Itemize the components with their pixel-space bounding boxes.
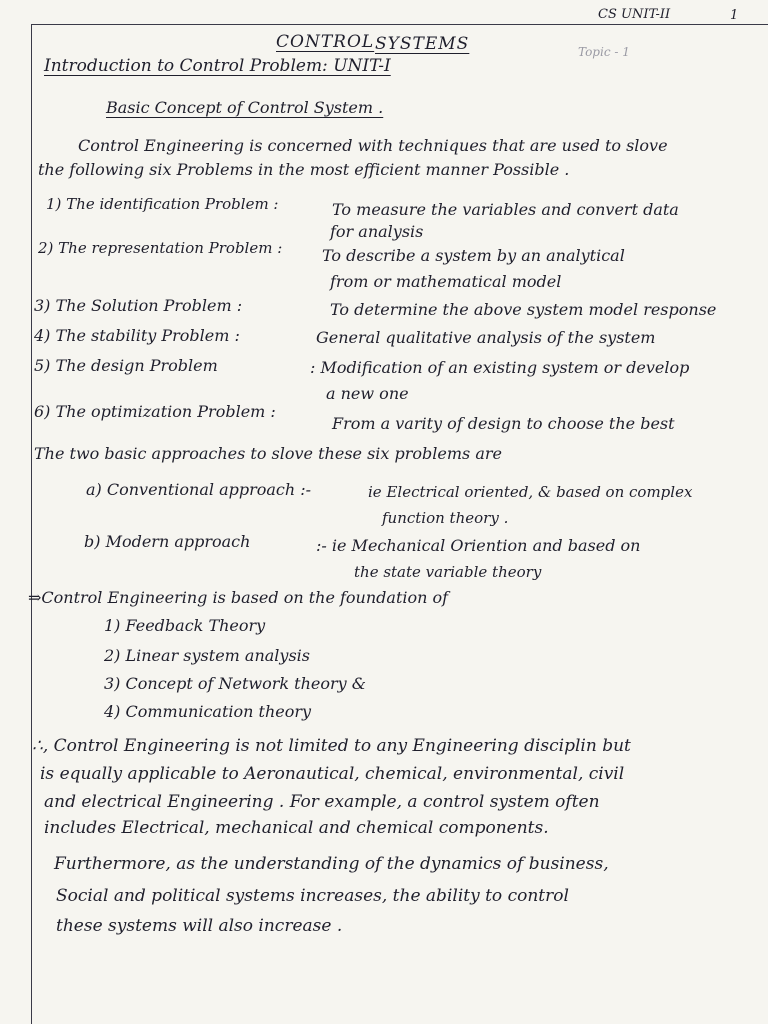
problem-desc: To measure the variables and convert data xyxy=(332,200,679,219)
conclusion-line-4: includes Electrical, mechanical and chemical components. xyxy=(44,818,549,838)
problem-desc: To describe a system by an analytical xyxy=(322,246,625,265)
problem-label: 2) The representation Problem : xyxy=(38,239,283,257)
list-item: 4) Communication theory xyxy=(104,702,312,721)
furthermore-line-3: these systems will also increase . xyxy=(56,916,343,936)
approach-b-desc-cont: the state variable theory xyxy=(354,563,542,581)
conclusion-line-3: and electrical Engineering . For example, a control system often xyxy=(44,792,600,812)
list-item: 2) Linear system analysis xyxy=(104,646,310,665)
approach-a-desc-cont: function theory . xyxy=(382,509,509,527)
margin-line xyxy=(31,24,32,1024)
problem-desc-cont: from or mathematical model xyxy=(330,272,562,291)
topic-tag: Topic - 1 xyxy=(578,45,630,59)
furthermore-line-1: Furthermore, as the understanding of the dynamics of business, xyxy=(54,854,609,874)
problem-label: 4) The stability Problem : xyxy=(34,326,240,345)
problem-desc: To determine the above system model response xyxy=(330,300,717,319)
problem-label: 1) The identification Problem : xyxy=(46,195,279,213)
problem-desc: From a varity of design to choose the best xyxy=(332,414,675,433)
foundation-intro: ⇒Control Engineering is based on the foundation of xyxy=(28,588,449,607)
approach-b-label: b) Modern approach xyxy=(84,532,251,551)
intro-line-2: the following six Problems in the most efficient manner Possible . xyxy=(38,160,570,179)
problem-desc: : Modification of an existing system or develop xyxy=(310,358,690,377)
unit-tag: CS UNIT-II xyxy=(598,7,671,22)
intro-heading: Introduction to Control Problem: UNIT-I xyxy=(44,56,391,76)
title-control: CONTROL xyxy=(276,32,375,52)
problem-desc: General qualitative analysis of the system xyxy=(316,328,656,347)
problem-desc-cont: a new one xyxy=(326,384,409,403)
title-systems: SYSTEMS xyxy=(375,34,470,54)
page-number: 1 xyxy=(730,8,739,23)
approach-b-desc: :- ie Mechanical Oriention and based on xyxy=(316,536,641,555)
list-item: 1) Feedback Theory xyxy=(104,616,266,635)
approaches-intro: The two basic approaches to slove these six problems are xyxy=(34,444,502,463)
list-item: 3) Concept of Network theory & xyxy=(104,674,367,693)
problem-label: 6) The optimization Problem : xyxy=(34,402,276,421)
subtitle: Basic Concept of Control System . xyxy=(106,98,384,117)
problem-label: 3) The Solution Problem : xyxy=(34,296,243,315)
problem-desc-cont: for analysis xyxy=(330,222,424,241)
approach-a-label: a) Conventional approach :- xyxy=(86,480,312,499)
intro-line-1: Control Engineering is concerned with techniques that are used to slove xyxy=(78,136,668,155)
approach-a-desc: ie Electrical oriented, & based on complex xyxy=(368,483,693,501)
conclusion-line-1: ∴, Control Engineering is not limited to any Engineering disciplin but xyxy=(32,736,631,756)
conclusion-line-2: is equally applicable to Aeronautical, chemical, environmental, civil xyxy=(40,764,625,784)
furthermore-line-2: Social and political systems increases, the ability to control xyxy=(56,886,569,906)
problem-label: 5) The design Problem xyxy=(34,356,218,375)
